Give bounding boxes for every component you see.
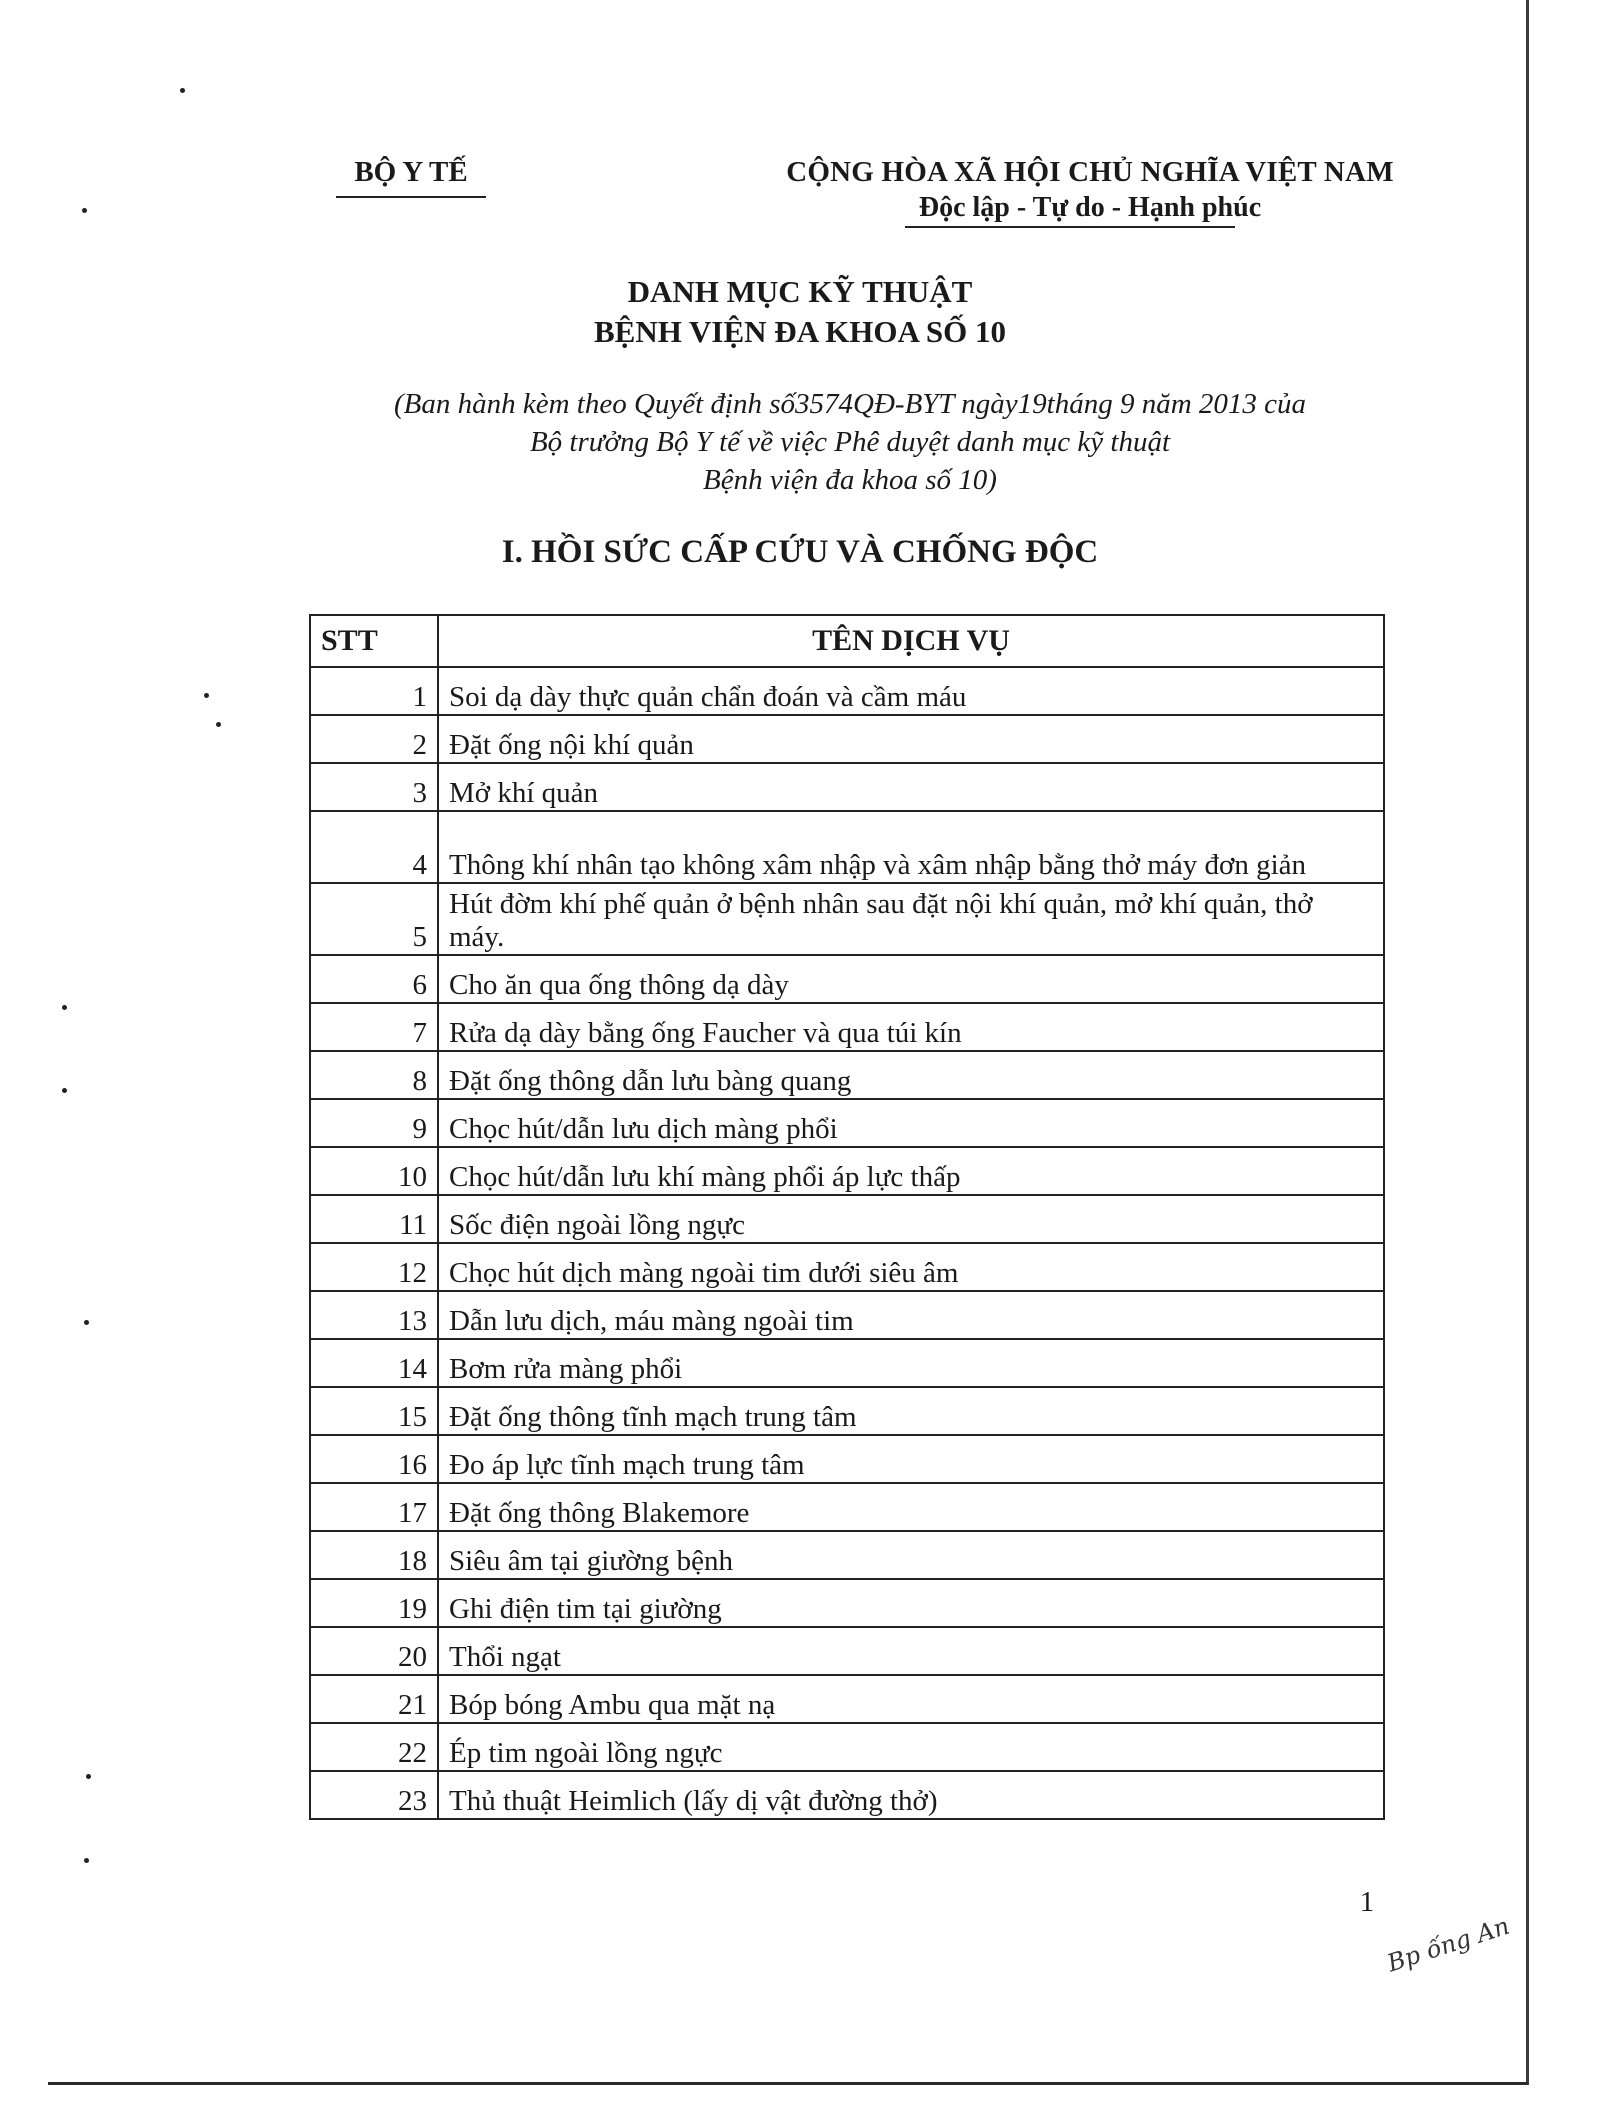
issuance-line: (Ban hành kèm theo Quyết định số3574QĐ-BYT ngày19tháng 9 năm 2013 của [393, 388, 1307, 420]
table-row [310, 811, 1384, 883]
row-stt: 10 [310, 1147, 438, 1195]
row-service-name: Đo áp lực tĩnh mạch trung tâm [438, 1435, 1384, 1483]
table-row [310, 1579, 1384, 1627]
row-stt: 1 [310, 667, 438, 715]
table-header-row [310, 615, 1384, 667]
row-service-name: Chọc hút dịch màng ngoài tim dưới siêu âm [438, 1243, 1384, 1291]
table-row [310, 1195, 1384, 1243]
row-stt: 15 [310, 1387, 438, 1435]
column-header-service-name: TÊN DỊCH VỤ [438, 615, 1384, 667]
row-stt: 14 [310, 1339, 438, 1387]
row-service-name: Đặt ống thông Blakemore [438, 1483, 1384, 1531]
scan-speck [62, 1005, 67, 1010]
row-service-name: Đặt ống thông dẫn lưu bàng quang [438, 1051, 1384, 1099]
table-row [310, 1627, 1384, 1675]
scan-speck [84, 1320, 89, 1325]
ministry-underline [336, 196, 486, 198]
row-service-name: Cho ăn qua ống thông dạ dày [438, 955, 1384, 1003]
row-stt: 20 [310, 1627, 438, 1675]
table-row [310, 1675, 1384, 1723]
row-stt: 4 [310, 811, 438, 883]
section-title: I. HỒI SỨC CẤP CỨU VÀ CHỐNG ĐỘC [501, 534, 1099, 570]
table-row [310, 1099, 1384, 1147]
row-service-name: Sốc điện ngoài lồng ngực [438, 1195, 1384, 1243]
table-row [310, 1051, 1384, 1099]
scan-edge-bottom [48, 2082, 1528, 2085]
scan-speck [216, 722, 221, 727]
row-service-name: Thổi ngạt [438, 1627, 1384, 1675]
row-stt: 18 [310, 1531, 438, 1579]
row-service-name: Chọc hút/dẫn lưu khí màng phổi áp lực thấp [438, 1147, 1384, 1195]
scan-speck [204, 693, 209, 698]
table-row [310, 1003, 1384, 1051]
table-row [310, 1483, 1384, 1531]
row-stt: 22 [310, 1723, 438, 1771]
row-stt: 8 [310, 1051, 438, 1099]
row-stt: 5 [310, 883, 438, 955]
national-motto: Độc lập - Tự do - Hạnh phúc [918, 192, 1262, 223]
row-service-name: Thủ thuật Heimlich (lấy dị vật đường thở) [438, 1771, 1384, 1819]
row-stt: 16 [310, 1435, 438, 1483]
table-row [310, 1771, 1384, 1819]
row-stt: 2 [310, 715, 438, 763]
row-stt: 21 [310, 1675, 438, 1723]
row-stt: 17 [310, 1483, 438, 1531]
row-service-name: Đặt ống nội khí quản [438, 715, 1384, 763]
table-row [310, 955, 1384, 1003]
scan-speck [180, 88, 185, 93]
table-row [310, 1387, 1384, 1435]
scan-speck [86, 1774, 91, 1779]
table-row [310, 1291, 1384, 1339]
table-row [310, 1531, 1384, 1579]
handwritten-note: Bp ống An [1383, 1911, 1513, 1978]
issuance-note [320, 385, 1380, 499]
table-row [310, 883, 1384, 955]
scan-speck [62, 1088, 67, 1093]
row-stt: 23 [310, 1771, 438, 1819]
issuance-line: Bộ trưởng Bộ Y tế về việc Phê duyệt danh mục kỹ thuật [529, 426, 1171, 458]
row-stt: 9 [310, 1099, 438, 1147]
row-stt: 13 [310, 1291, 438, 1339]
row-service-name: Bơm rửa màng phổi [438, 1339, 1384, 1387]
row-stt: 6 [310, 955, 438, 1003]
row-service-name: Ép tim ngoài lồng ngực [438, 1723, 1384, 1771]
page-number: 1 [1359, 1886, 1375, 1918]
table-row [310, 1723, 1384, 1771]
motto-underline [905, 226, 1235, 228]
row-service-name: Rửa dạ dày bằng ống Faucher và qua túi kín [438, 1003, 1384, 1051]
document-title-line: DANH MỤC KỸ THUẬT [627, 274, 973, 309]
row-service-name: Siêu âm tại giường bệnh [438, 1531, 1384, 1579]
row-stt: 12 [310, 1243, 438, 1291]
row-service-name: Ghi điện tim tại giường [438, 1579, 1384, 1627]
republic-name: CỘNG HÒA XÃ HỘI CHỦ NGHĨA VIỆT NAM [786, 156, 1394, 188]
column-header-stt: STT [310, 615, 438, 667]
row-service-name: Bóp bóng Ambu qua mặt nạ [438, 1675, 1384, 1723]
table-row [310, 667, 1384, 715]
row-service-name: Mở khí quản [438, 763, 1384, 811]
table-row [310, 1243, 1384, 1291]
table-row [310, 715, 1384, 763]
row-stt: 11 [310, 1195, 438, 1243]
scan-speck [82, 208, 87, 213]
table-row [310, 1147, 1384, 1195]
service-catalog-table [309, 614, 1385, 1820]
issuance-line: Bệnh viện đa khoa số 10) [703, 464, 997, 496]
row-service-name: Chọc hút/dẫn lưu dịch màng phổi [438, 1099, 1384, 1147]
row-stt: 7 [310, 1003, 438, 1051]
table-row [310, 763, 1384, 811]
row-service-name: Dẫn lưu dịch, máu màng ngoài tim [438, 1291, 1384, 1339]
ministry-name: BỘ Y TẾ [354, 156, 468, 188]
row-service-name: Đặt ống thông tĩnh mạch trung tâm [438, 1387, 1384, 1435]
scan-speck [84, 1858, 89, 1863]
table-row [310, 1435, 1384, 1483]
row-service-name: Hút đờm khí phế quản ở bệnh nhân sau đặt nội khí quản, mở khí quản, thở máy. [438, 883, 1384, 955]
document-title [500, 272, 1100, 352]
scan-edge-right [1526, 0, 1529, 2085]
row-stt: 3 [310, 763, 438, 811]
row-stt: 19 [310, 1579, 438, 1627]
row-service-name: Thông khí nhân tạo không xâm nhập và xâm nhập bằng thở máy đơn giản [438, 811, 1384, 883]
row-service-name: Soi dạ dày thực quản chẩn đoán và cầm máu [438, 667, 1384, 715]
document-title-line: BỆNH VIỆN ĐA KHOA SỐ 10 [594, 314, 1006, 349]
table-row [310, 1339, 1384, 1387]
